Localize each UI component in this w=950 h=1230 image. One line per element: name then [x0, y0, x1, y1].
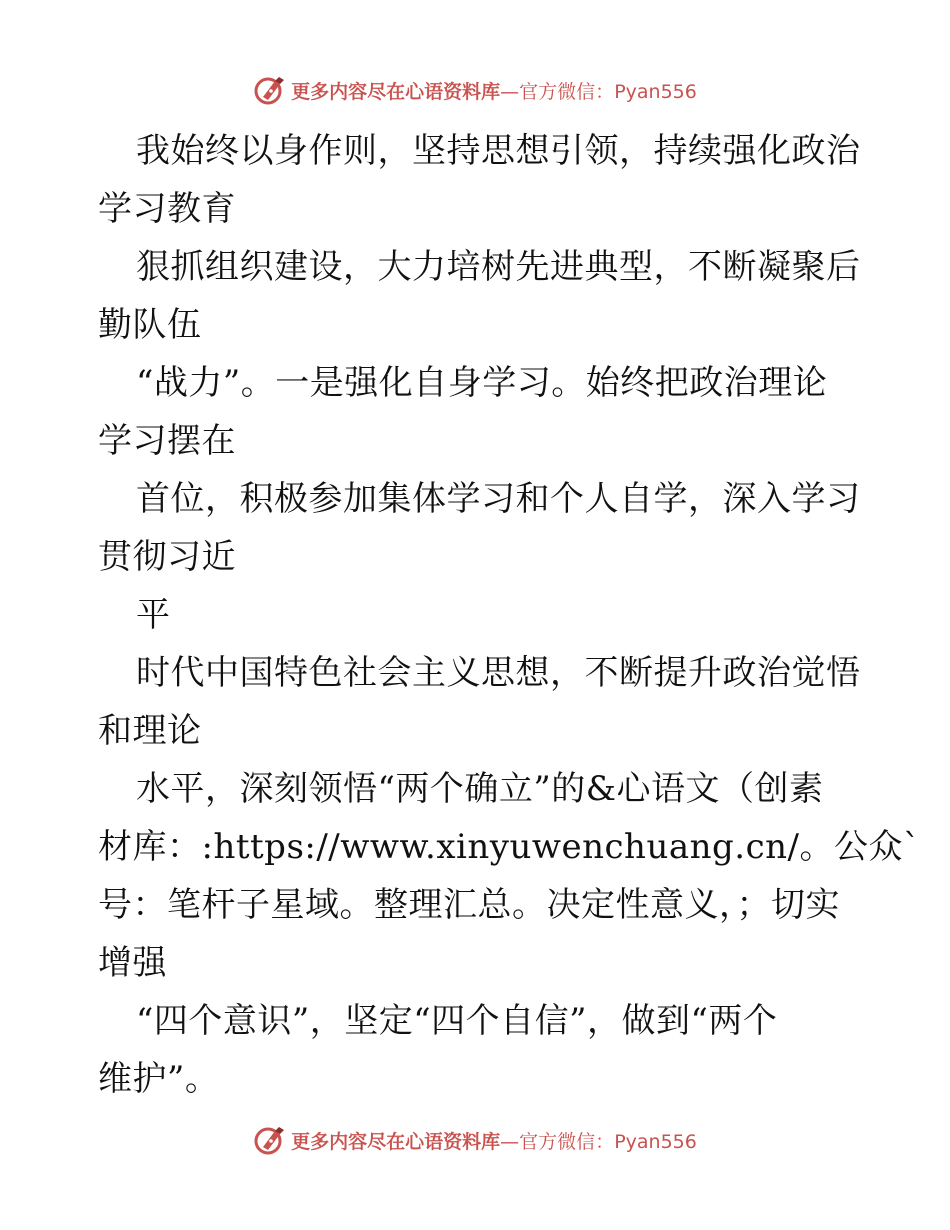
watermark-dash: —: [500, 1130, 520, 1153]
watermark-wechat-label: 官方微信：: [519, 1130, 615, 1153]
paragraph-line: 学习教育: [98, 189, 236, 229]
paragraph-line: 增强: [98, 943, 167, 983]
paragraph-line: 和理论: [98, 711, 202, 751]
paragraph-line: “战力”。一是强化自身学习。始终把政治理论: [136, 363, 828, 403]
paragraph-line: 平: [136, 595, 171, 635]
watermark-wechat-id: Pyan556: [614, 80, 697, 103]
watermark-wechat-id: Pyan556: [614, 1130, 697, 1153]
paragraph-line: 贯彻习近: [98, 537, 236, 577]
document-body: [98, 122, 921, 1108]
paragraph-line: 勤队伍: [98, 305, 202, 345]
pen-nib-logo-icon: [253, 73, 287, 107]
watermark-text: [291, 1127, 697, 1154]
pen-nib-logo-icon: [253, 1123, 287, 1157]
paragraph: [98, 238, 861, 354]
paragraph: [98, 586, 858, 644]
header-watermark: [0, 70, 950, 110]
paragraph-line: 号：笔杆子星域。整理汇总。决定性意义，；切实: [98, 885, 840, 925]
paragraph-line: 学习摆在: [98, 421, 236, 461]
paragraph-line: 材库：:https://www.xinyuwenchuang.cn/。公众`: [98, 827, 921, 867]
watermark-dash: —: [500, 80, 520, 103]
paragraph: [98, 760, 921, 992]
watermark-brand: 更多内容尽在心语资料库: [291, 1130, 501, 1153]
paragraph-line: 水平，深刻领悟“两个确立”的&心语文（创素: [136, 769, 824, 809]
watermark-brand: 更多内容尽在心语资料库: [291, 80, 501, 103]
paragraph-line: 维护”。: [98, 1059, 220, 1099]
watermark-wechat-label: 官方微信：: [519, 80, 615, 103]
watermark-text: [291, 77, 697, 104]
paragraph: [98, 122, 861, 238]
paragraph: [98, 644, 861, 760]
paragraph-line: “四个意识”，坚定“四个自信”，做到“两个: [136, 1001, 778, 1041]
paragraph: [98, 354, 858, 470]
paragraph: [98, 470, 861, 586]
paragraph-line: 狠抓组织建设，大力培树先进典型，不断凝聚后: [136, 247, 861, 287]
paragraph-line: 时代中国特色社会主义思想，不断提升政治觉悟: [136, 653, 861, 693]
paragraph-line: 我始终以身作则，坚持思想引领，持续强化政治: [136, 131, 861, 171]
paragraph-line: 首位，积极参加集体学习和个人自学，深入学习: [136, 479, 861, 519]
paragraph: [98, 992, 858, 1108]
footer-watermark: [0, 1120, 950, 1160]
